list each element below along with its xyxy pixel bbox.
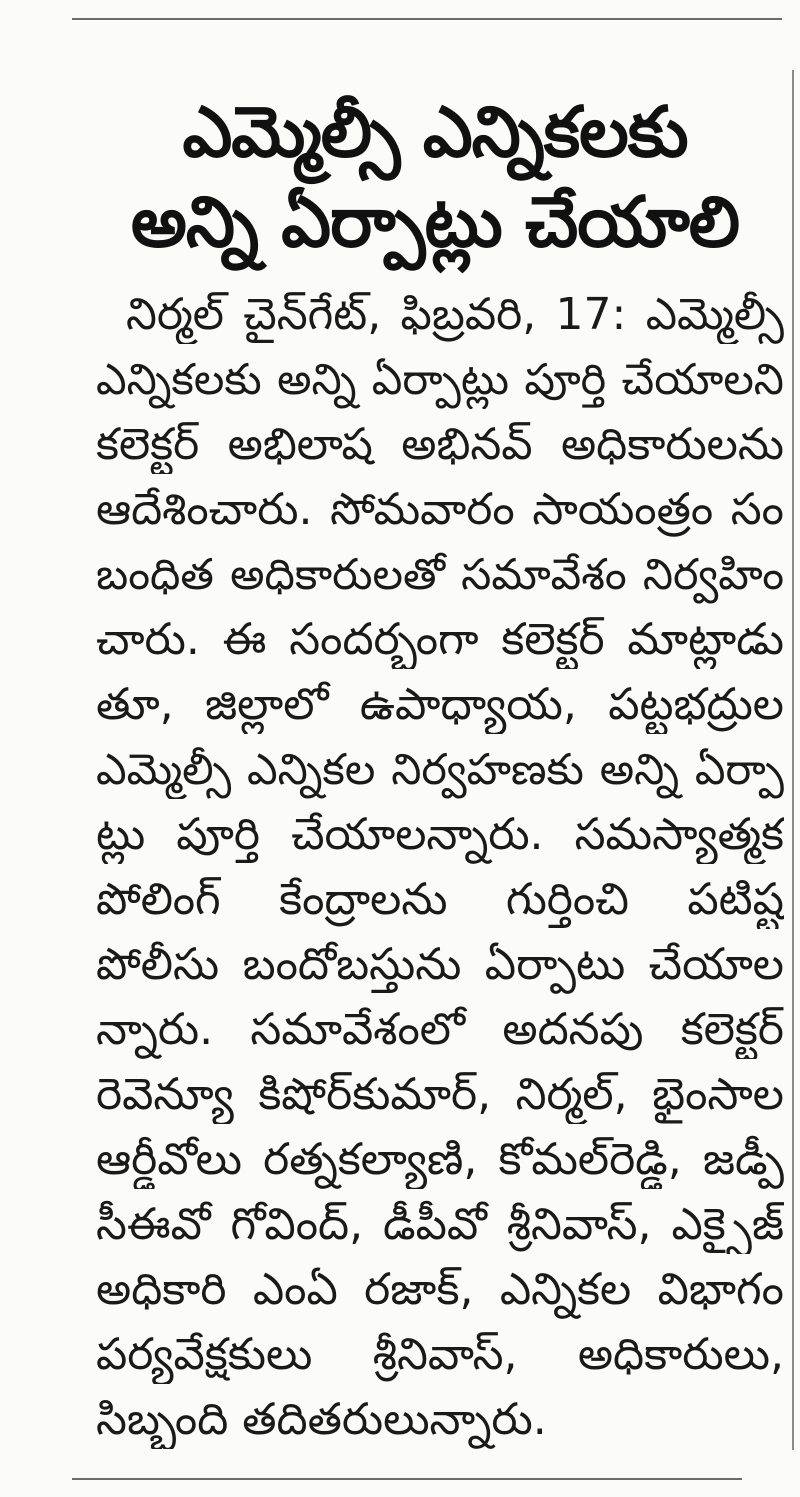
body-line: ట్లు పూర్తి చేయాలన్నారు. సమస్యాత్మక bbox=[96, 809, 784, 860]
body-line: అధికారి ఎంఏ రజాక్, ఎన్నికల విభాగం bbox=[96, 1264, 784, 1315]
body-line: ఎన్నికలకు అన్ని ఏర్పాట్లు పూర్తి చేయాలని bbox=[96, 355, 784, 405]
body-line: పోలీసు బందోబస్తును ఏర్పాటు చేయాల bbox=[96, 939, 784, 990]
body-line: తూ, జిల్లాలో ఉపాధ్యాయ, పట్టభద్రుల bbox=[96, 679, 784, 730]
body-line: న్నారు. సమావేశంలో అదనపు కలెక్టర్ bbox=[96, 1004, 784, 1055]
body-line: సీఈవో గోవింద్, డీపీవో శ్రీనివాస్, ఎక్సైజ్ bbox=[96, 1199, 784, 1250]
body-line: కలెక్టర్ అభిలాష అభినవ్ అధికారులను bbox=[96, 419, 784, 470]
body-line: బంధిత అధికారులతో సమావేశం నిర్వహిం bbox=[96, 550, 784, 600]
body-line: ఆదేశించారు. సోమవారం సాయంత్రం సం bbox=[96, 484, 784, 535]
body-line: పర్యవేక్షకులు శ్రీనివాస్, అధికారులు, bbox=[96, 1329, 784, 1380]
body-line: రెవెన్యూ కిషోర్‌కుమార్, నిర్మల్, భైంసాల bbox=[96, 1069, 784, 1120]
top-rule bbox=[72, 18, 782, 20]
headline-line-1: ఎమ్మెల్సీ ఎన్నికలకు bbox=[182, 91, 688, 173]
body-line: చారు. ఈ సందర్భంగా కలెక్టర్ మాట్లాడు bbox=[96, 614, 784, 665]
right-rule bbox=[792, 70, 794, 1450]
body-line: సిబ్బంది తదితరులున్నారు. bbox=[96, 1394, 547, 1445]
body-line: పోలింగ్ కేంద్రాలను గుర్తించి పటిష్ట bbox=[96, 874, 784, 925]
body-line: ఎమ్మెల్సీ ఎన్నికల నిర్వహణకు అన్ని ఏర్పా bbox=[96, 745, 784, 795]
body-line: ఆర్డీవోలు రత్నకల్యాణి, కోమల్‌రెడ్డి, జడ్పీ bbox=[96, 1134, 784, 1185]
bottom-rule bbox=[72, 1478, 742, 1480]
headline-line-2: అన్ని ఏర్పాట్లు చేయాలి bbox=[130, 181, 740, 263]
body-line: నిర్మల్ చైన్‌గేట్, ఫిబ్రవరి, 17: ఎమ్మెల్సీ bbox=[126, 289, 784, 340]
